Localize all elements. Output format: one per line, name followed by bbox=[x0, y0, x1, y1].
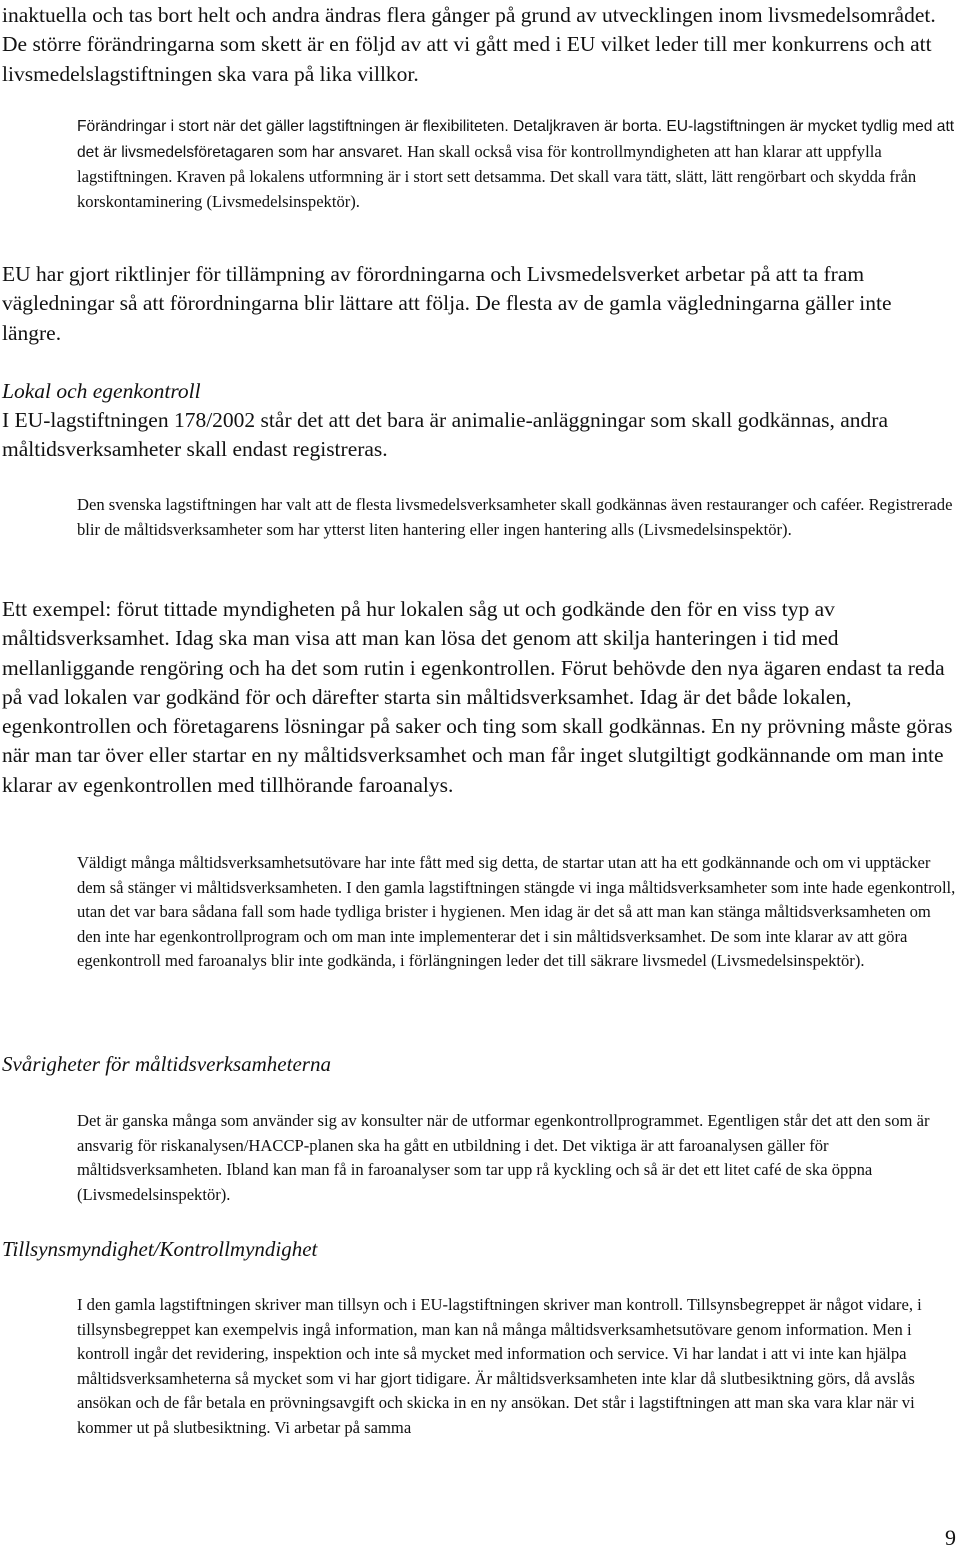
quote-flexibility-sans: Förändringar i stort när det gäller lagstiftningen är flexibiliteten. Detaljkraven är borta. EU-lagstiftningen är mycket tydlig med att det är livsmedelsföretagaren som har ansvaret. bbox=[77, 118, 955, 161]
quote-consultants: Det är ganska många som använder sig av konsulter när de utformar egenkontrollprogrammet. Egentligen står det att den som är ansvarig för riskanalysen/HACCP-planen ska ha gått en utbildning i det. Det viktiga är att faroanalysen gäller för måltidsverksamheten. Ibland kan man få in faroanalyser som tar upp rå kyckling och så är det ett litet café de ska öppna (Livsmedelsinspektör). bbox=[77, 1111, 930, 1204]
paragraph-intro: inaktuella och tas bort helt och andra ändras flera gånger på grund av utvecklingen inom livsmedelsområdet. De större förändringarna som skett är en följd av att vi gått med i EU vilket leder till mer konkurrens och att livsmedelslagstiftningen ska vara på lika villkor. bbox=[2, 3, 936, 86]
heading-svarigheter: Svårigheter för måltidsverksamheterna bbox=[2, 1052, 331, 1076]
paragraph-eu-178-2002: I EU-lagstiftningen 178/2002 står det att det bara är animalie-anläggningar som skall godkännas, andra måltidsverksamheter skall endast registreras. bbox=[2, 408, 889, 462]
paragraph-eu-guidelines: EU har gjort riktlinjer för tillämpning av förordningarna och Livsmedelsverket arbetar på att ta fram vägledningar så att förordningarna blir lättare att följa. De flesta av de gamla vägledningarna gäller inte längre. bbox=[2, 262, 892, 345]
page-number: 9 bbox=[945, 1525, 956, 1550]
heading-lokal-egenkontroll: Lokal och egenkontroll bbox=[2, 379, 201, 403]
heading-tillsyn: Tillsynsmyndighet/Kontrollmyndighet bbox=[2, 1237, 318, 1261]
quote-tillsyn-kontroll: I den gamla lagstiftningen skriver man tillsyn och i EU-lagstiftningen skriver man kontroll. Tillsynsbegreppet är något vidare, i tillsynsbegreppet kan exempelvis ingå information, man kan nå många måltidsverksamhetsutövare genom information. Men i kontroll ingår det revidering, inspektion och inte så mycket med information och service. Vi har landat i att vi inte kan hjälpa måltidsverksamheterna så mycket som vi har gjort tidigare. Är måltidsverksamheten inte klar då slutbesiktning görs, då avslås ansökan och de får betala en prövningsavgift och skicka in en ny ansökan. Det står i lagstiftningen att man ska vara klar när vi kommer ut på slutbesiktning. Vi arbetar på samma bbox=[77, 1295, 922, 1437]
quote-flexibility bbox=[77, 114, 957, 214]
quote-flexibility-serif: Han skall också visa för kontrollmyndigheten att han klarar att uppfylla lagstiftningen. Kraven på lokalens utformning är i stort sett detsamma. Det skall vara tätt, slätt, lätt rengörbart och skydda från korskontaminering (Livsmedelsinspektör). bbox=[77, 141, 917, 211]
quote-swedish-law: Den svenska lagstiftningen har valt att de flesta livsmedelsverksamheter skall godkännas även restauranger och caféer. Registrerade blir de måltidsverksamheter som har ytterst liten hantering eller ingen hantering alls (Livsmedelsinspektör). bbox=[77, 495, 953, 539]
paragraph-example: Ett exempel: förut tittade myndigheten på hur lokalen såg ut och godkände den för en viss typ av måltidsverksamhet. Idag ska man visa att man kan lösa det genom att skilja hanteringen i tid med mellanliggande rengöring och ha det som rutin i egenkontrollen. Förut behövde den nya ägaren endast ta reda på vad lokalen var godkänd för och därefter starta sin måltidsverksamhet. Idag är det både lokalen, egenkontrollen och företagarens lösningar på saker och ting som skall godkännas. En ny prövning måste göras när man tar över eller startar en ny måltidsverksamhet och man får inget slutgiltigt godkännande om man inte klarar av egenkontrollen med tillhörande faroanalys. bbox=[2, 597, 953, 797]
quote-many-operators: Väldigt många måltidsverksamhetsutövare har inte fått med sig detta, de startar utan att ha ett godkännande och om vi upptäcker dem så stänger vi måltidsverksamheten. I den gamla lagstiftningen stängde vi inga måltidsverksamheter som inte hade egenkontroll, utan det var bara sådana fall som hade tydliga brister i hygienen. Men idag är det så att man kan stänga måltidsverksamheten om den inte har egenkontrollprogram och om man inte implementerar det i sin måltidsverksamhet. De som inte klarar av att göra egenkontroll med faroanalys blir inte godkända, i förlängningen leder det till säkrare livsmedel (Livsmedelsinspektör). bbox=[77, 853, 956, 971]
